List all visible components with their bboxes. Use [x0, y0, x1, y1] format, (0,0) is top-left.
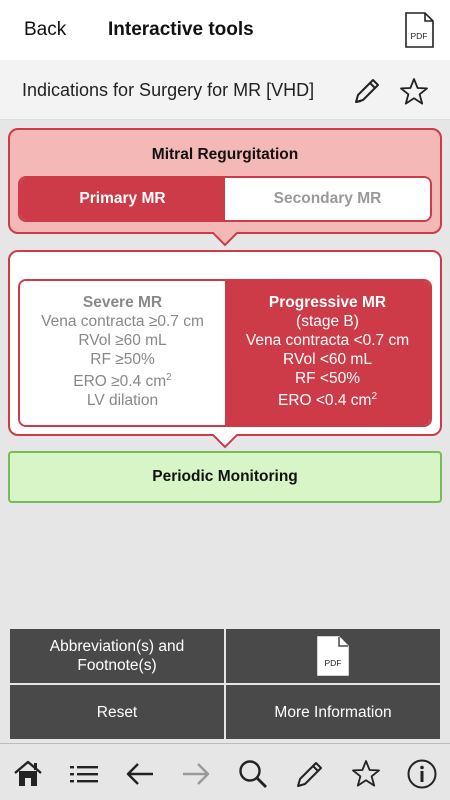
severity-toggle	[18, 279, 432, 427]
progressive-mr-ero: ERO <0.4 $cm^2$	[277, 391, 378, 409]
tool-title-bar	[0, 60, 450, 120]
action-buttons	[10, 629, 440, 739]
bottom-nav	[0, 743, 450, 800]
primary-mr-option[interactable]: Primary MR	[20, 178, 225, 220]
severe-mr-criterion: LV dilation	[86, 392, 159, 409]
severe-mr-criterion: RF ≥50%	[90, 351, 155, 368]
mitral-regurgitation-title: Mitral Regurgitation	[151, 146, 299, 163]
top-bar	[0, 0, 450, 60]
progressive-mr-criterion: RVol <60 mL	[283, 351, 372, 368]
progressive-mr-heading: Progressive MR	[268, 294, 387, 311]
page-title: Interactive tools	[108, 19, 254, 40]
severity-box	[8, 250, 442, 436]
more-information-button[interactable]: More Information	[226, 685, 440, 739]
forward-arrow-icon[interactable]	[180, 758, 212, 790]
abbreviations-button[interactable]: Abbreviation(s) and Footnote(s)	[10, 629, 224, 683]
pdf-button[interactable]	[226, 629, 440, 683]
search-icon[interactable]	[237, 758, 269, 790]
severe-mr-criterion: RVol ≥60 mL	[78, 332, 167, 349]
severe-mr-criterion: Vena contracta ≥0.7 cm	[41, 313, 204, 330]
severe-mr-heading: Severe MR	[82, 294, 163, 311]
progressive-mr-stage: (stage B)	[296, 313, 359, 330]
tool-title: Indications for Surgery for MR [VHD]	[22, 80, 315, 100]
home-icon[interactable]	[12, 758, 44, 790]
progressive-mr-option[interactable]	[225, 281, 430, 425]
severe-mr-ero: ERO ≥0.4 $cm^2$	[73, 372, 172, 390]
star-icon[interactable]	[350, 758, 382, 790]
flow-arrow-2	[212, 434, 238, 450]
severe-mr-option[interactable]	[20, 281, 225, 425]
star-icon[interactable]	[398, 76, 430, 108]
info-icon[interactable]	[406, 758, 438, 790]
pencil-icon[interactable]	[294, 758, 326, 790]
list-icon[interactable]	[68, 758, 100, 790]
flow-arrow-1	[212, 232, 238, 248]
progressive-mr-criterion: Vena contracta <0.7 cm	[245, 332, 410, 349]
mitral-regurgitation-box	[8, 128, 442, 234]
back-button[interactable]: Back	[24, 19, 67, 40]
pdf-icon-text: PDF	[410, 31, 428, 41]
pdf-icon[interactable]	[404, 12, 434, 48]
progressive-mr-criterion: RF <50%	[294, 370, 361, 387]
reset-button[interactable]: Reset	[10, 685, 224, 739]
secondary-mr-option[interactable]: Secondary MR	[225, 178, 430, 220]
pencil-icon[interactable]	[352, 76, 382, 106]
pdf-button-text: PDF	[324, 658, 342, 668]
periodic-monitoring-box: Periodic Monitoring	[8, 451, 442, 503]
mr-type-toggle	[18, 176, 432, 222]
pdf-icon	[316, 636, 350, 676]
back-arrow-icon[interactable]	[124, 758, 156, 790]
